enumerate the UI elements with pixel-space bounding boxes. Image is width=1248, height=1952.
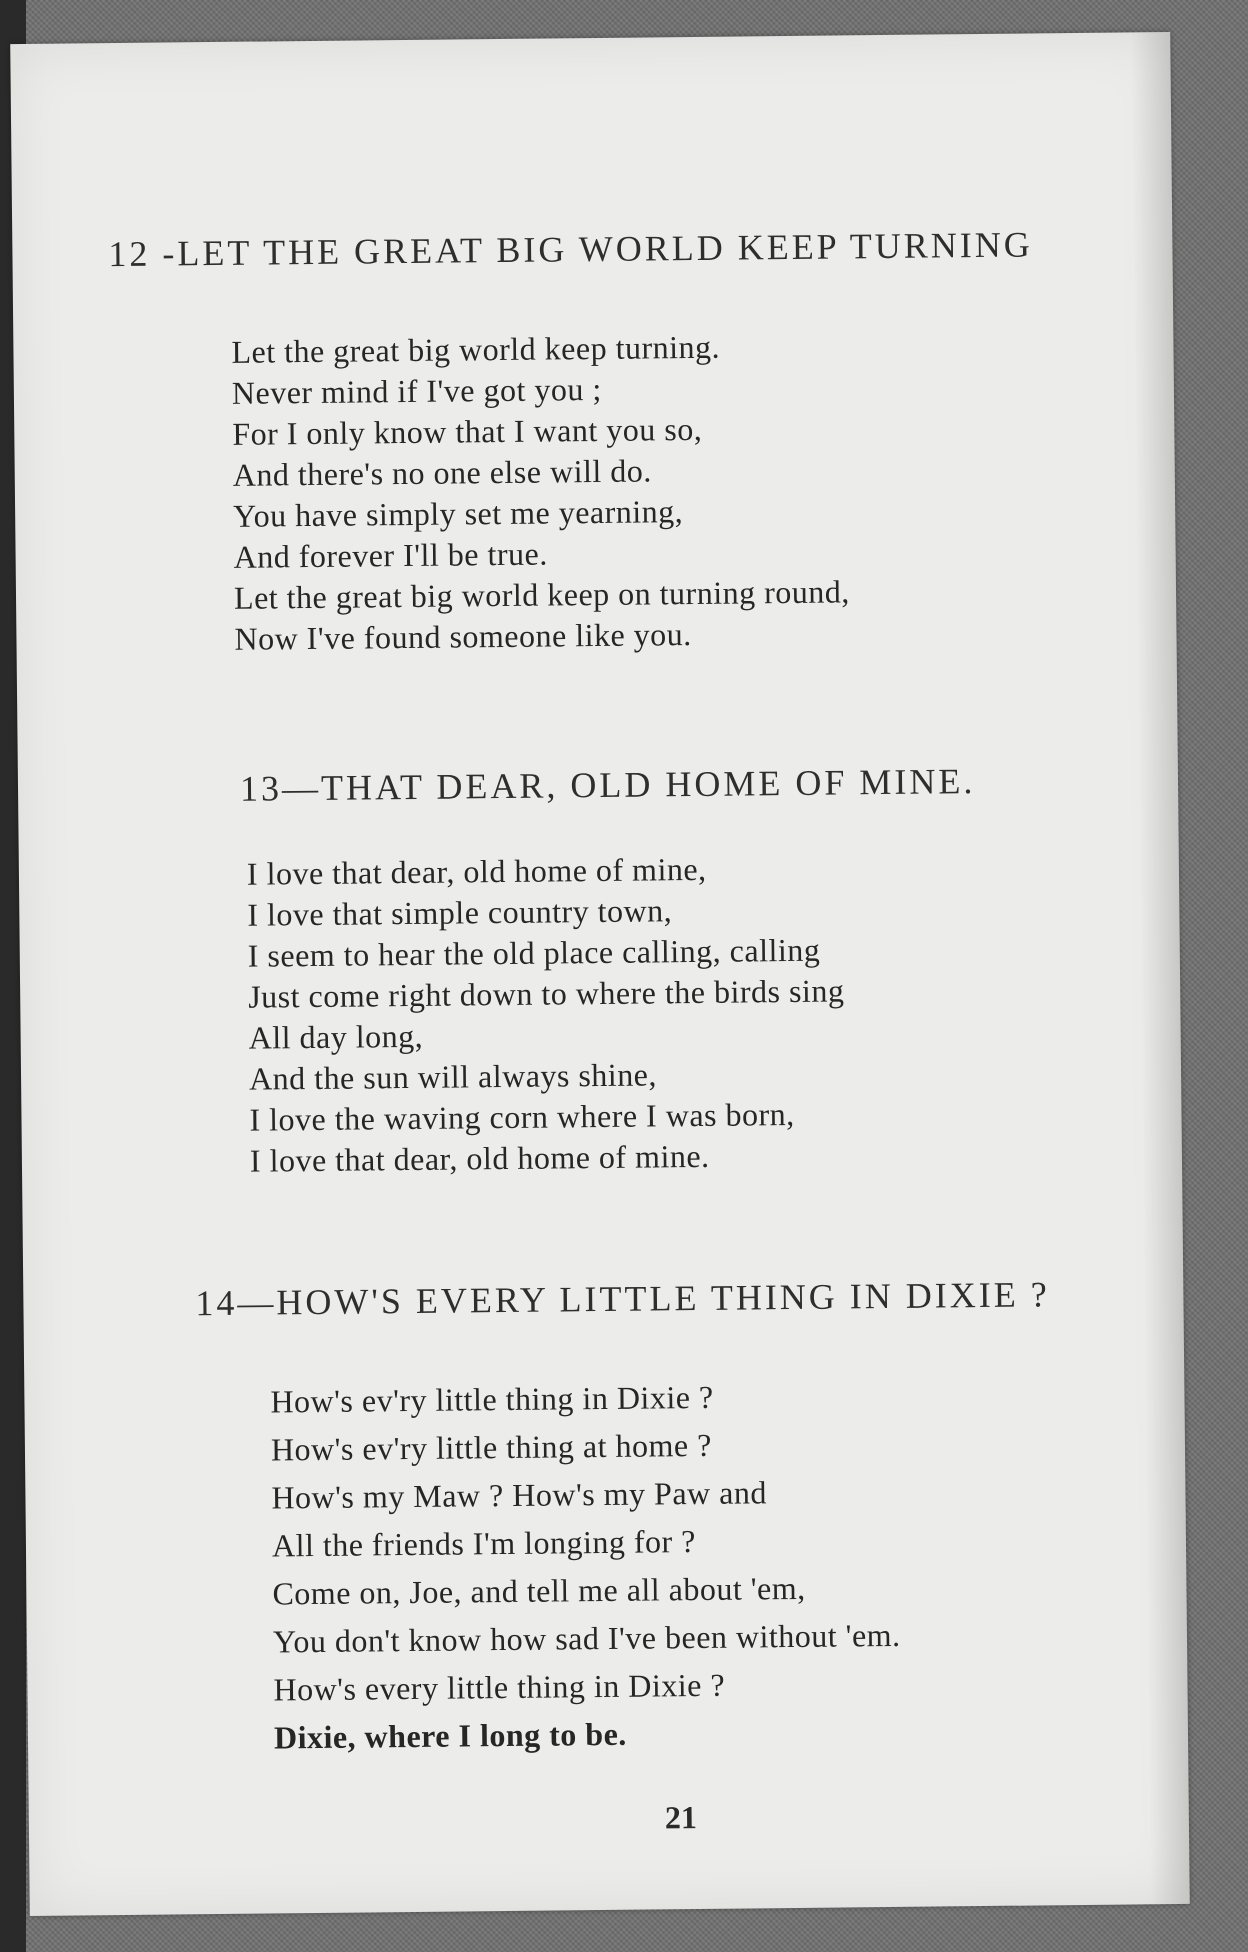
lyric-line: All day long,	[248, 1017, 424, 1056]
song-lyrics	[270, 1371, 902, 1762]
lyric-line: I love the waving corn where I was born,	[249, 1095, 795, 1138]
lyric-line: And there's no one else will do.	[232, 452, 652, 493]
song-lyrics	[231, 325, 850, 659]
song-title: 14—HOW'S EVERY LITTLE THING IN DIXIE ?	[195, 1274, 1050, 1324]
lyric-line: I love that simple country town,	[247, 892, 673, 933]
lyric-line: Dixie, where I long to be.	[273, 1715, 627, 1756]
lyric-line: How's every little thing in Dixie ?	[273, 1666, 726, 1708]
lyric-line: You don't know how sad I've been without 'em.	[272, 1616, 901, 1660]
page-number: 21	[664, 1799, 698, 1836]
book-page	[10, 32, 1190, 1916]
song-lyrics	[247, 847, 847, 1181]
song-title: 12 -LET THE GREAT BIG WORLD KEEP TURNING	[108, 224, 1033, 275]
lyric-line: How's ev'ry little thing in Dixie ?	[270, 1378, 714, 1420]
lyric-line: I love that dear, old home of mine.	[249, 1137, 710, 1179]
lyric-line: Let the great big world keep on turning round,	[233, 573, 850, 616]
lyric-line: How's my Maw ? How's my Paw and	[271, 1474, 768, 1516]
lyric-line: I love that dear, old home of mine,	[246, 850, 707, 892]
lyric-line: I seem to hear the old place calling, calling	[247, 931, 821, 974]
lyric-line: And forever I'll be true.	[233, 535, 548, 575]
song-title: 13—THAT DEAR, OLD HOME OF MINE.	[239, 761, 976, 809]
lyric-line: For I only know that I want you so,	[232, 410, 703, 452]
lyric-line: Let the great big world keep turning.	[231, 328, 721, 370]
lyric-line: All the friends I'm longing for ?	[271, 1523, 697, 1564]
lyric-line: How's ev'ry little thing at home ?	[270, 1426, 713, 1468]
lyric-line: Come on, Joe, and tell me all about 'em,	[272, 1569, 806, 1612]
lyric-line: And the sun will always shine,	[248, 1056, 658, 1097]
lyric-line: Never mind if I've got you ;	[231, 370, 602, 411]
lyric-line: Just come right down to where the birds sing	[248, 972, 845, 1015]
lyric-line: Now I've found someone like you.	[234, 616, 692, 657]
lyric-line: You have simply set me yearning,	[232, 493, 684, 534]
